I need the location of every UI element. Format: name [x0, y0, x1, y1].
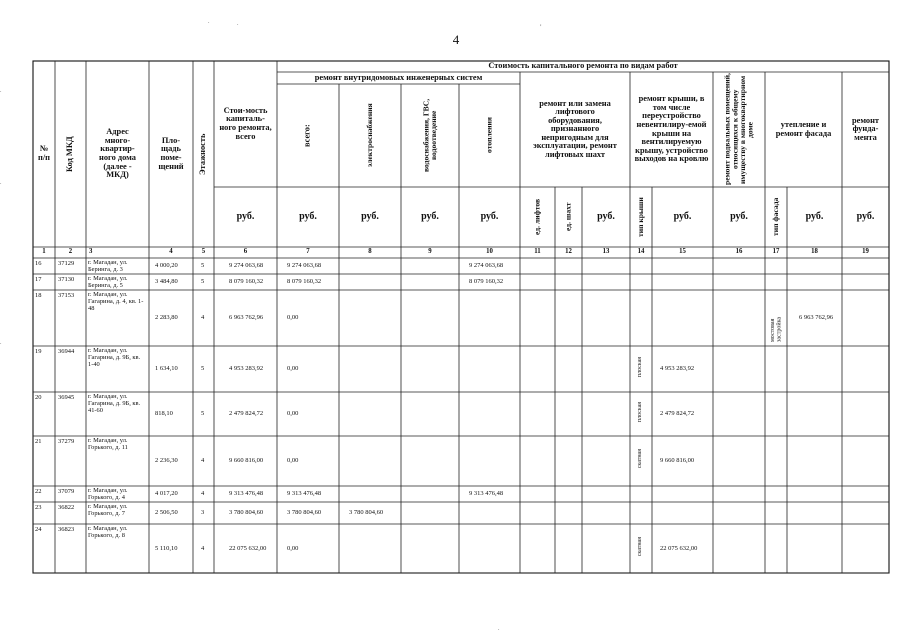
row-floors: 5	[201, 365, 205, 372]
row-floors: 5	[201, 410, 205, 417]
column-number: 13	[602, 248, 610, 256]
row-number: 17	[35, 276, 42, 283]
row-eng-total: 0,00	[287, 314, 299, 321]
row-roof-type: скатная	[637, 536, 643, 556]
row-number: 22	[35, 488, 42, 495]
row-kod: 36822	[58, 504, 75, 511]
row-roof-cost: 4 953 283,92	[660, 365, 695, 372]
scan-speck: ,	[540, 21, 542, 27]
column-number: 7	[306, 248, 310, 256]
row-eng-total: 0,00	[287, 544, 299, 552]
header-floors: Этажность	[198, 133, 208, 175]
scan-speck: .	[0, 180, 2, 186]
row-area: 4 017,20	[155, 490, 178, 497]
row-address: г. Магадан, ул. Беринга, д. 3	[88, 259, 128, 274]
row-total: 4 953 283,92	[229, 365, 264, 372]
header-kod: Код МКД	[65, 136, 75, 172]
row-kod: 37153	[58, 292, 75, 299]
row-number: 21	[35, 438, 42, 445]
scan-speck: .	[0, 340, 2, 346]
header-facade-type: тип фасада	[771, 197, 781, 237]
row-roof-cost: 2 479 824,72	[660, 410, 695, 417]
unit-facade: руб.	[805, 210, 824, 222]
row-eng-total: 0,00	[287, 365, 299, 372]
row-address: г. Магадан, ул. Горького, д. 4	[88, 487, 128, 502]
column-number: 3	[89, 248, 93, 256]
column-number: 17	[772, 248, 780, 256]
unit-heating: руб.	[480, 210, 499, 222]
row-eng-total: 8 079 160,32	[287, 278, 322, 285]
row-roof-cost: 9 660 816,00	[660, 457, 695, 464]
row-heating: 9 313 476,48	[469, 490, 504, 497]
row-total: 2 479 824,72	[229, 410, 264, 417]
header-basement: ремонт подвальных помещений, относящихся к общему имуществу в многоквартирном доме	[722, 73, 755, 186]
column-number: 14	[637, 248, 645, 256]
row-total: 9 660 816,00	[229, 457, 264, 464]
scan-speck: .	[0, 88, 2, 94]
scan-speck: .	[498, 626, 500, 632]
column-number: 5	[201, 248, 206, 256]
header-water: водоснабжения, ГВС, водоотведение	[421, 98, 438, 173]
row-area: 818,10	[155, 410, 173, 417]
column-number: 15	[679, 248, 686, 256]
column-number: 9	[428, 248, 432, 256]
column-number: 19	[862, 248, 869, 256]
row-number: 20	[35, 394, 42, 401]
column-number: 18	[811, 248, 818, 256]
row-electric: 3 780 804,60	[349, 509, 384, 516]
row-area: 2 236,30	[155, 457, 178, 464]
unit-eng-total: руб.	[299, 210, 317, 222]
page-number: 4	[452, 32, 460, 47]
row-address: г. Магадан, ул. Беринга, д. 5	[88, 275, 128, 290]
row-eng-total: 9 313 476,48	[287, 490, 322, 497]
header-foundation: ремонт фунда-мента	[851, 115, 880, 142]
row-floors: 4	[201, 314, 205, 321]
row-area: 1 634,10	[155, 365, 178, 372]
scan-speck: .	[208, 19, 210, 25]
column-number: 1	[42, 248, 46, 256]
header-roof: ремонт крыши, в том числе переустройство невентилиру-емой крыши на вентилируемую крышу, устройство выходов на кровлю	[634, 94, 709, 164]
unit-lift: руб.	[597, 210, 615, 222]
row-address: г. Магадан, ул. Горького, д. 8	[88, 525, 128, 540]
row-address: г. Магадан, ул. Горького, д. 11	[88, 437, 128, 452]
row-roof-type: плоская	[637, 402, 643, 423]
row-total: 9 313 476,48	[229, 490, 264, 497]
column-number: 4	[169, 248, 173, 256]
row-floors: 4	[201, 457, 205, 464]
row-heating: 8 079 160,32	[469, 278, 504, 285]
row-kod: 37130	[58, 276, 75, 283]
row-kod: 37279	[58, 438, 75, 445]
column-number: 6	[243, 248, 248, 256]
unit-water: руб.	[421, 210, 439, 222]
row-floors: 4	[201, 544, 205, 552]
unit-foundation: руб.	[856, 210, 875, 222]
row-eng-total: 0,00	[287, 457, 299, 464]
row-area: 5 110,10	[155, 544, 178, 552]
row-floors: 4	[201, 490, 205, 497]
row-total: 3 780 804,60	[229, 509, 264, 516]
row-number: 16	[35, 260, 42, 267]
row-kod: 36823	[58, 526, 75, 533]
row-facade-type: мостовая застройка	[770, 316, 783, 342]
row-kod: 37129	[58, 260, 75, 267]
row-area: 2 506,50	[155, 509, 178, 516]
header-heating: отопления	[484, 117, 494, 154]
row-number: 18	[35, 292, 42, 299]
header-area: Пло-щадь поме-щений	[158, 135, 184, 171]
row-kod: 36944	[58, 348, 75, 355]
row-floors: 3	[201, 509, 205, 516]
header-roof-type: тип крыши	[636, 197, 646, 237]
row-address: г. Магадан, ул. Горького, д. 7	[88, 503, 128, 518]
header-address: Адрес много-квартир-ного дома (далее - МКД)	[99, 127, 136, 180]
column-number: 12	[565, 248, 572, 256]
header-engineering: ремонт внутридомовых инженерных систем	[314, 72, 483, 82]
column-number: 8	[368, 248, 372, 256]
row-total: 9 274 063,68	[229, 262, 264, 269]
row-address: г. Магадан, ул. Гагарина, д. 9Б, кв. 41-60	[88, 393, 141, 415]
header-eng-total: всего:	[302, 124, 312, 147]
header-row-no: № п/п	[38, 144, 50, 162]
header-lift-shafts: ед. шахт	[563, 202, 573, 232]
unit-electric: руб.	[361, 210, 379, 222]
column-number: 10	[486, 248, 493, 256]
row-total: 22 075 632,00	[229, 544, 267, 552]
column-number: 16	[735, 248, 743, 256]
unit-roof: руб.	[673, 210, 692, 222]
row-roof-cost: 22 075 632,00	[660, 544, 698, 552]
row-kod: 36945	[58, 394, 75, 401]
scan-speck: .	[237, 21, 239, 27]
row-total: 6 963 762,96	[229, 314, 264, 321]
row-address: г. Магадан, ул. Гагарина, д. 9Б, кв. 1-40	[88, 347, 141, 369]
column-number: 11	[534, 248, 541, 256]
unit-basement: руб.	[730, 210, 748, 222]
unit-total-cost: руб.	[236, 210, 255, 222]
row-kod: 37079	[58, 488, 75, 495]
row-address: г. Магадан, ул. Гагарина, д. 4, кв. 1-48	[88, 291, 144, 313]
header-lift: ремонт или замена лифтового оборудования, признанного непригодным для эксплуатации, ремонт лифтовых шахт	[533, 98, 617, 159]
row-eng-total: 9 274 063,68	[287, 262, 322, 269]
row-number: 23	[35, 504, 42, 511]
row-total: 8 079 160,32	[229, 278, 264, 285]
row-area: 4 000,20	[155, 262, 178, 269]
header-cost-by-type: Стоимость капитального ремонта по видам работ	[488, 61, 678, 71]
row-facade-cost: 6 963 762,96	[799, 314, 834, 321]
row-floors: 5	[201, 278, 205, 285]
row-eng-total: 0,00	[287, 410, 299, 417]
row-area: 3 484,80	[155, 278, 178, 285]
header-total-cost: Стои-мость капиталь-ного ремонта, всего	[219, 105, 272, 141]
row-floors: 5	[201, 262, 205, 269]
row-number: 19	[35, 348, 42, 355]
column-number: 2	[68, 248, 73, 256]
row-roof-type: скатная	[637, 449, 643, 469]
header-electric: электроснабжения	[365, 103, 375, 168]
row-roof-type: плоская	[637, 357, 643, 378]
header-facade: утепление и ремонт фасада	[775, 119, 832, 138]
row-number: 24	[35, 526, 42, 533]
header-lift-units: ед. лифтов	[532, 198, 542, 236]
row-area: 2 283,80	[155, 314, 178, 321]
row-eng-total: 3 780 804,60	[287, 509, 322, 516]
row-heating: 9 274 063,68	[469, 262, 504, 269]
